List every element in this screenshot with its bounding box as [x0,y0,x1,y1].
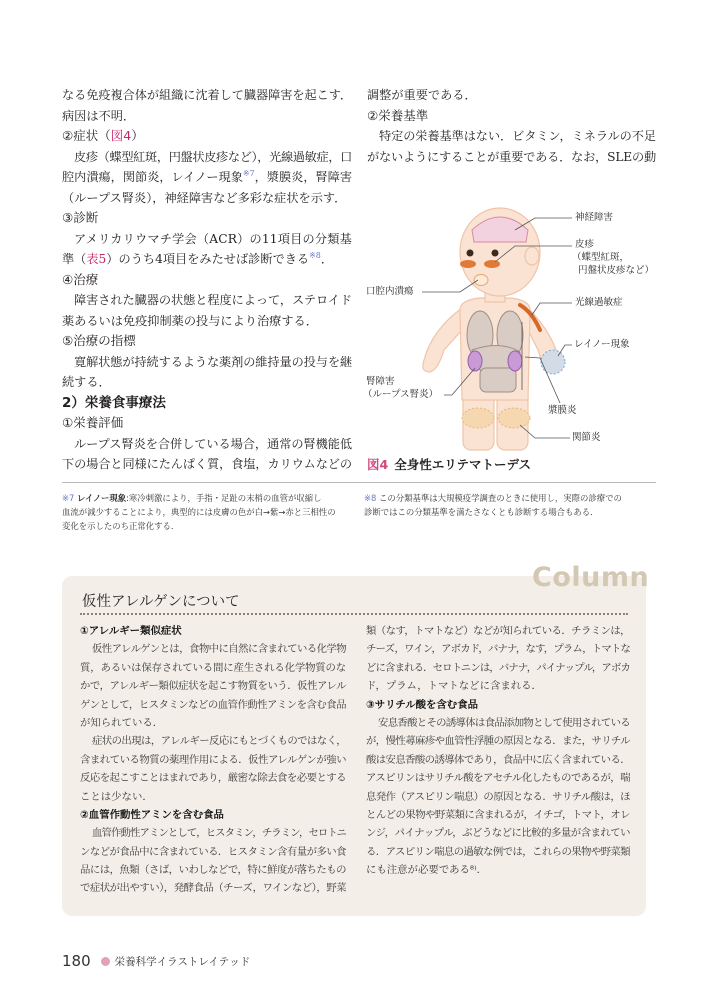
table-ref[interactable]: 表5 [86,252,107,266]
body-line: 皮疹（蝶型紅斑，円盤状皮疹など），光線過敏症，口 [74,149,352,164]
book-title: 栄養科学イラストレイテッド [114,955,251,968]
label-serositis: 漿膜炎 [548,405,577,416]
body-line: 調整が重要である． [367,88,477,102]
diagnosis-heading: ③診断 [62,210,99,225]
left-column [62,85,352,475]
body-line: アメリカリウマチ学会（ACR）の11項目の分類基 [74,231,352,246]
column-line: 類（なす，トマトなど）などが知られている．チラミンは， [366,625,630,637]
label-renal: 腎障害 [366,376,395,387]
column-line: 質，あるいは保存されている間に産生される化学物質のな [80,661,346,674]
column-badge: Column [532,562,650,593]
column-line: る．アスピリン喘息の過敏な例では，これらの果物や野菜類 [366,845,630,858]
column-line: 安息香酸とその誘導体は食品添加物として使用されている [378,716,630,729]
column-line: どに含まれる．セロトニンは，バナナ，パイナップル，アボカ [366,661,630,674]
column-line: かで，アレルギー類似症状を起こす物質をいう．仮性アレル [80,680,346,693]
column-line: が知られている． [80,716,164,729]
column-line: 品には，魚類（さば，いわしなどで，特に鮮度が落ちたもの [80,864,346,877]
label-neuro: 神経障害 [575,212,614,223]
column-line: チーズ，ワイン，アボカド，バナナ，なす，プラム，トマトな [366,643,630,656]
body-line: 薬あるいは免疫抑制薬の投与により治療する． [62,313,318,328]
column-line: ンジ，パイナップル，ぶどうなどに比較的多量が含まれてい [366,827,630,840]
footnote-8: ※8 この分類基準は大規模疫学調査のときに使用し，実際の診療での 診断ではこの分類基準を満たさなくとも診断する場合もある． [364,493,622,517]
column-line: とんどの果物や野菜類に含まれるが，イチゴ，トマト，オレ [366,808,630,821]
column-line: ゲンとして，ヒスタミンなどの血管作動性アミンを含む食品 [80,698,346,711]
figure-ref[interactable]: 図4 [110,128,132,143]
label-lupus-nephritis: （ループス腎炎） [363,389,439,400]
body-line: 腔内潰瘍，関節炎，レイノー現象$^{※7}$，漿膜炎，腎障害 [62,168,353,184]
body-line: がないようにすることが重要である．なお，SLEの動 [367,149,656,164]
figure-caption: 図4 全身性エリテマトーデス [367,457,531,472]
body-line: 寛解状態が持続するような薬剤の維持量の投与を継 [74,354,352,369]
footnote-ref[interactable]: ※7 [242,168,255,178]
column-line: にも注意が必要である⁸⁾． [366,864,488,877]
body-line: （ループス腎炎），神経障害など多彩な症状を示す． [62,190,347,205]
column-subheading: ③サリチル酸を含む食品 [366,698,478,711]
label-rash-detail: （蝶型紅斑， [572,252,630,263]
column-line: 酸は安息香酸の誘導体であり，食品中に広く含まれている． [366,753,630,766]
footnote-ref[interactable]: ※8 [309,250,321,260]
body-line: 特定の栄養基準はない．ビタミン，ミネラルの不足 [379,129,656,143]
column-line: 症状の出現は，アレルギー反応にもとづくものではなく， [92,735,346,748]
page-footer [62,952,250,970]
column-line: 含まれている物質の薬理作用による．仮性アレルゲンが強い [80,753,346,766]
column-line: ことは少ない． [80,790,153,803]
column-right-text [366,622,630,879]
column-title: 仮性アレルゲンについて [82,594,240,610]
label-rash-detail2: 円盤状皮疹など） [578,265,655,276]
sle-body-figure [360,200,660,480]
nutrition-eval-heading: ①栄養評価 [62,415,124,430]
section-heading: 2）栄養食事療法 [62,394,166,411]
column-line: が，慢性蕁麻疹や血管性浮腫の原因となる．また，サリチル [366,735,630,748]
body-line: 病因は不明． [62,108,136,123]
label-rash: 皮疹 [575,239,595,250]
label-arthritis: 関節炎 [572,432,601,443]
footnote-divider [62,482,656,483]
column-line: 仮性アレルゲンとは，食物中に自然に含まれている化学物 [92,643,346,656]
column-line: 息発作（アスピリン喘息）の原因となる．サリチル酸は，ほ [366,790,630,803]
column-subheading: ②血管作動性アミンを含む食品 [80,808,224,821]
body-line: なる免疫複合体が組織に沈着して臓器障害を起こす． [62,88,352,102]
body-line: 続する． [62,375,111,389]
column-line: アスピリンはサリチル酸をアセチル化したものであるが，喘 [366,772,630,785]
nutrition-standard-heading: ②栄養基準 [367,107,429,123]
label-oral-ulcer: 口腔内潰瘍 [366,286,414,297]
right-column [367,85,656,167]
label-raynaud: レイノー現象 [574,339,630,350]
bullet-dot-icon [101,957,110,966]
column-line: 血管作動性アミンとして，ヒスタミン，チラミン，セロトニ [92,827,346,840]
column-line: 反応を起こすことはまれであり，厳密な除去食を必要とする [80,772,346,785]
column-line: で症状が出やすい），発酵食品（チーズ，ワインなど），野菜 [80,882,346,895]
column-line: ンなどが食品中に含まれている．ヒスタミン含有量が多い食 [80,845,346,858]
column-divider [80,613,628,615]
treatment-index-heading: ⑤治療の指標 [62,333,136,348]
body-line: 障害された臓器の状態と程度によって，ステロイド [74,293,352,307]
page-number: 180 [62,952,91,970]
column-subheading: ①アレルギー類似症状 [80,625,182,637]
body-line: 準（表5）のうち4項目をみたせば診断できる$^{※8}$． [62,250,334,266]
column-line: ド，プラム，トマトなどに含まれる． [366,680,542,693]
symptoms-heading: ②症状（図4） [62,128,144,143]
body-line: ループス腎炎を合併している場合，通常の腎機能低 [74,436,352,451]
treatment-heading: ④治療 [62,271,99,287]
column-left-text [80,622,346,898]
footnote-7: ※7 レイノー現象:寒冷刺激により，手指・足趾の末梢の血管が収縮し 血流が減少することにより，典型的には皮膚の色が白→紫→赤と三相性の 変化を示したのち正常化する． [62,493,336,531]
label-photosensitivity: 光線過敏症 [575,297,623,308]
body-line: 下の場合と同様にたんぱく質，食塩，カリウムなどの [62,457,352,471]
